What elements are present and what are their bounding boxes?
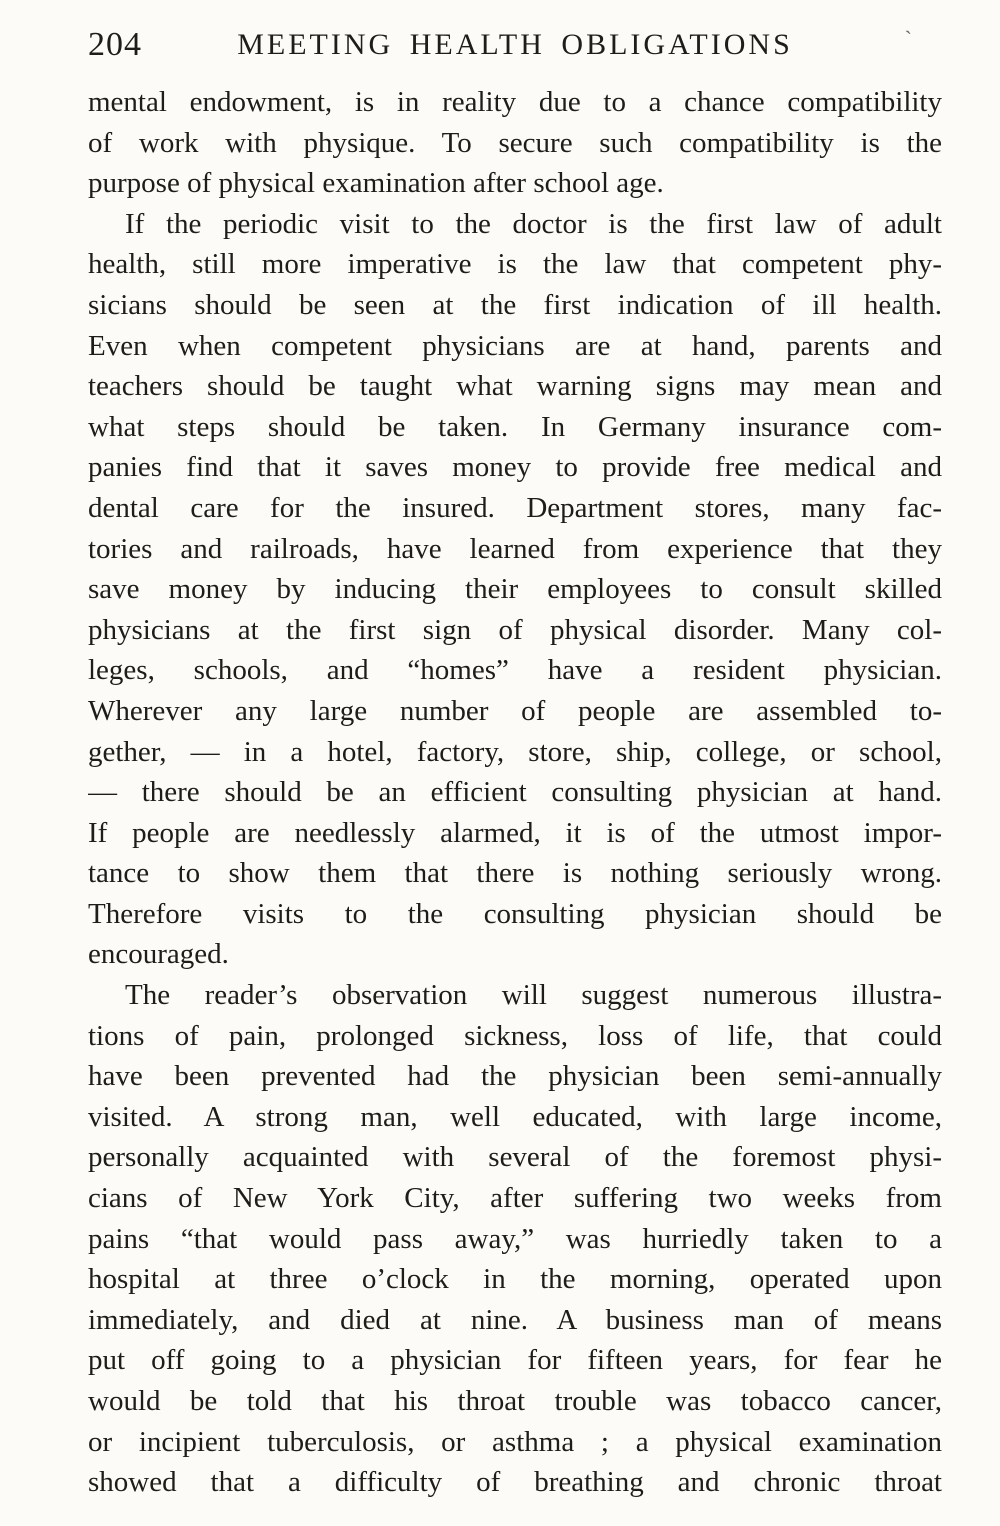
text-line: sicians should be seen at the first indication of ill health. — [88, 288, 942, 321]
text-line: pains “that would pass away,” was hurriedly taken to a — [88, 1222, 942, 1255]
text-line: If the periodic visit to the doctor is the first law of adult — [125, 207, 942, 240]
text-line: teachers should be taught what warning signs may mean and — [88, 370, 942, 403]
text-line: showed that a difficulty of breathing and chronic throat — [88, 1466, 942, 1499]
text-line: have been prevented had the physician been semi-annually — [88, 1060, 942, 1093]
paragraph — [88, 204, 942, 975]
text-line: purpose of physical examination after school age. — [88, 167, 664, 200]
text-line: mental endowment, is in reality due to a chance compatibility — [88, 86, 942, 118]
text-line: tance to show them that there is nothing seriously wrong. — [88, 857, 942, 890]
text-line: The reader’s observation will suggest numerous illustra- — [125, 979, 942, 1012]
text-line: tions of pain, prolonged sickness, loss of life, that could — [88, 1019, 942, 1052]
text-line: panies find that it saves money to provide free medical and — [88, 451, 942, 484]
paragraph — [88, 82, 942, 204]
text-line: visited. A strong man, well educated, with large income, — [88, 1100, 942, 1133]
text-line: what steps should be taken. In Germany insurance com- — [88, 410, 942, 443]
text-line: Wherever any large number of people are assembled to- — [88, 694, 942, 727]
text-line: save money by inducing their employees to consult skilled — [88, 573, 942, 606]
page-header — [88, 22, 942, 74]
scan-artifact-mark: ˋ — [904, 26, 912, 51]
text-line: Even when competent physicians are at hand, parents and — [88, 329, 942, 362]
text-line: gether, — in a hotel, factory, store, ship, college, or school, — [88, 735, 942, 768]
text-line: personally acquainted with several of the foremost physi- — [88, 1141, 942, 1174]
text-line: dental care for the insured. Department stores, many fac- — [88, 491, 942, 524]
text-line: Therefore visits to the consulting physician should be — [88, 897, 942, 930]
text-line: would be told that his throat trouble was tobacco cancer, — [88, 1385, 942, 1417]
text-line: hospital at three o’clock in the morning, operated upon — [88, 1263, 942, 1296]
text-line: put off going to a physician for fifteen years, for fear he — [88, 1344, 942, 1377]
paragraph — [88, 975, 942, 1503]
text-line: cians of New York City, after suffering two weeks from — [88, 1182, 942, 1215]
page-body — [88, 82, 942, 1503]
page-number: 204 — [88, 26, 142, 63]
text-line: physicians at the first sign of physical disorder. Many col- — [88, 613, 942, 646]
text-line: tories and railroads, have learned from experience that they — [88, 532, 942, 565]
text-line: leges, schools, and “homes” have a resident physician. — [88, 654, 942, 687]
text-line: or incipient tuberculosis, or asthma ; a physical examination — [88, 1425, 942, 1458]
text-line: immediately, and died at nine. A business man of means — [88, 1303, 942, 1336]
text-line: — there should be an efficient consulting physician at hand. — [88, 776, 942, 809]
text-line: encouraged. — [88, 938, 229, 971]
running-head: MEETING HEALTH OBLIGATIONS — [237, 28, 793, 61]
text-line: If people are needlessly alarmed, it is of the utmost impor- — [88, 816, 942, 849]
text-line: of work with physique. To secure such compatibility is the — [88, 126, 942, 159]
text-line: health, still more imperative is the law that competent phy- — [88, 248, 942, 281]
